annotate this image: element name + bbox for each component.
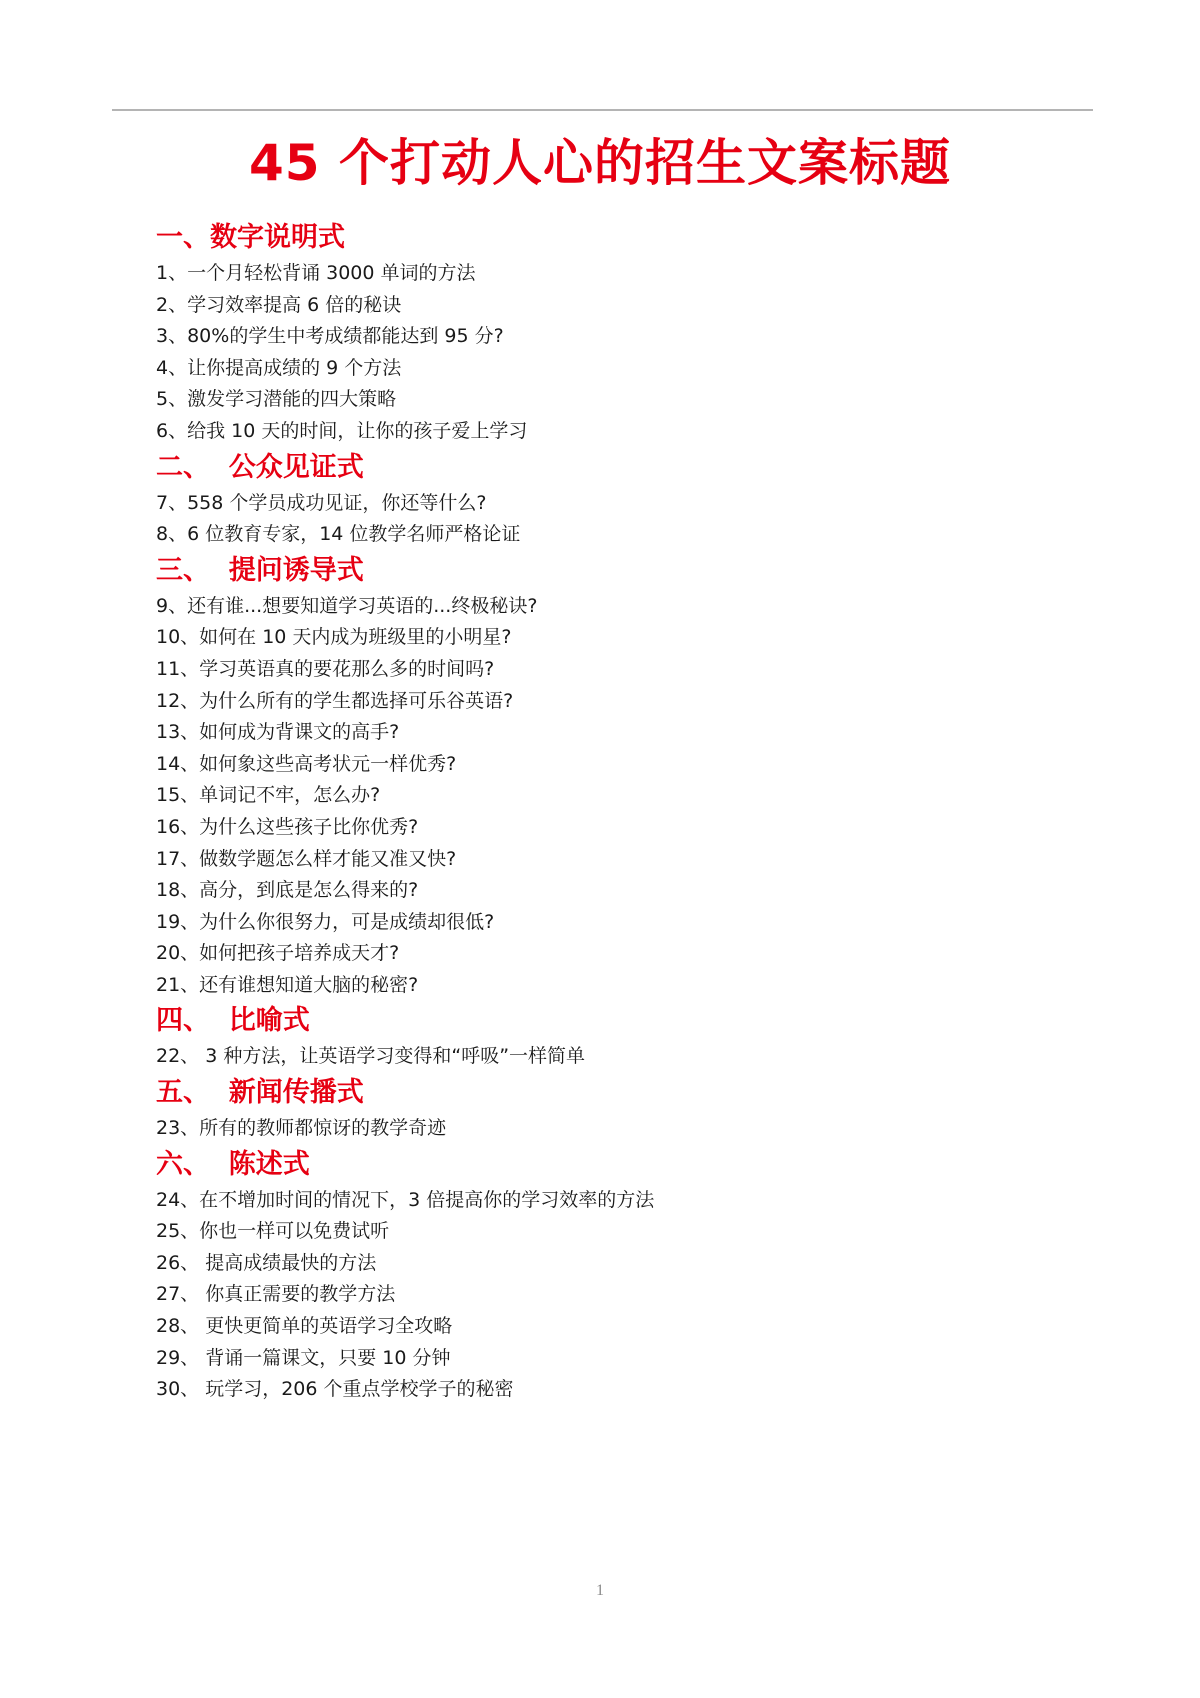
list-item: 14、如何象这些高考状元一样优秀? <box>156 752 457 775</box>
section-list <box>156 1041 1096 1073</box>
section-metaphor <box>156 1001 1096 1073</box>
section-heading: 五、 新闻传播式 <box>156 1077 364 1109</box>
list-item: 30、 玩学习，206 个重点学校学子的秘密 <box>156 1378 514 1401</box>
section-testimony <box>156 448 1096 551</box>
list-item: 4、让你提高成绩的 9 个方法 <box>156 356 402 379</box>
list-item: 9、还有谁...想要知道学习英语的...终极秘诀? <box>156 594 538 617</box>
list-item: 21、还有谁想知道大脑的秘密? <box>156 973 419 996</box>
section-list <box>156 591 1096 1002</box>
list-item: 10、如何在 10 天内成为班级里的小明星? <box>156 626 512 649</box>
list-item: 3、80%的学生中考成绩都能达到 95 分? <box>156 325 504 348</box>
document-body <box>156 218 1096 1406</box>
list-item: 8、6 位教育专家，14 位教学名师严格论证 <box>156 523 521 546</box>
list-item: 17、做数学题怎么样才能又准又快? <box>156 847 457 870</box>
section-statement <box>156 1145 1096 1406</box>
section-heading: 六、 陈述式 <box>156 1148 310 1180</box>
list-item: 18、高分，到底是怎么得来的? <box>156 879 419 902</box>
list-item: 11、学习英语真的要花那么多的时间吗? <box>156 657 495 680</box>
list-item: 20、如何把孩子培养成天才? <box>156 942 400 965</box>
section-heading: 一、数字说明式 <box>156 222 345 253</box>
list-item: 29、 背诵一篇课文，只要 10 分钟 <box>156 1346 451 1369</box>
header-rule <box>112 109 1093 111</box>
section-list <box>156 258 1096 448</box>
list-item: 15、单词记不牢，怎么办? <box>156 784 381 807</box>
section-numbers <box>156 218 1096 448</box>
list-item: 19、为什么你很努力，可是成绩却很低? <box>156 910 495 933</box>
section-list <box>156 1185 1096 1406</box>
list-item: 1、一个月轻松背诵 3000 单词的方法 <box>156 262 476 284</box>
section-heading: 三、 提问诱导式 <box>156 554 364 586</box>
list-item: 16、为什么这些孩子比你优秀? <box>156 815 419 838</box>
list-item: 6、给我 10 天的时间，让你的孩子爱上学习 <box>156 419 528 442</box>
list-item: 2、学习效率提高 6 倍的秘诀 <box>156 293 402 316</box>
list-item: 7、558 个学员成功见证，你还等什么? <box>156 491 487 514</box>
list-item: 22、 3 种方法，让英语学习变得和“呼吸”一样简单 <box>156 1045 586 1068</box>
list-item: 27、 你真正需要的教学方法 <box>156 1283 396 1306</box>
list-item: 13、如何成为背课文的高手? <box>156 721 400 744</box>
list-item: 26、 提高成绩最快的方法 <box>156 1251 377 1274</box>
list-item: 28、 更快更简单的英语学习全攻略 <box>156 1315 453 1338</box>
list-item: 5、激发学习潜能的四大策略 <box>156 388 397 411</box>
section-news <box>156 1073 1096 1145</box>
list-item: 23、所有的教师都惊讶的教学奇迹 <box>156 1117 447 1140</box>
section-heading: 四、 比喻式 <box>156 1005 310 1037</box>
list-item: 24、在不增加时间的情况下，3 倍提高你的学习效率的方法 <box>156 1188 655 1211</box>
list-item: 25、你也一样可以免费试听 <box>156 1220 390 1243</box>
document-title: 45 个打动人心的招生文案标题 <box>249 134 951 192</box>
section-heading: 二、 公众见证式 <box>156 451 364 483</box>
page-number: 1 <box>596 1582 604 1599</box>
section-questions <box>156 551 1096 1002</box>
section-list <box>156 1113 1096 1145</box>
section-list <box>156 488 1096 551</box>
list-item: 12、为什么所有的学生都选择可乐谷英语? <box>156 689 514 712</box>
